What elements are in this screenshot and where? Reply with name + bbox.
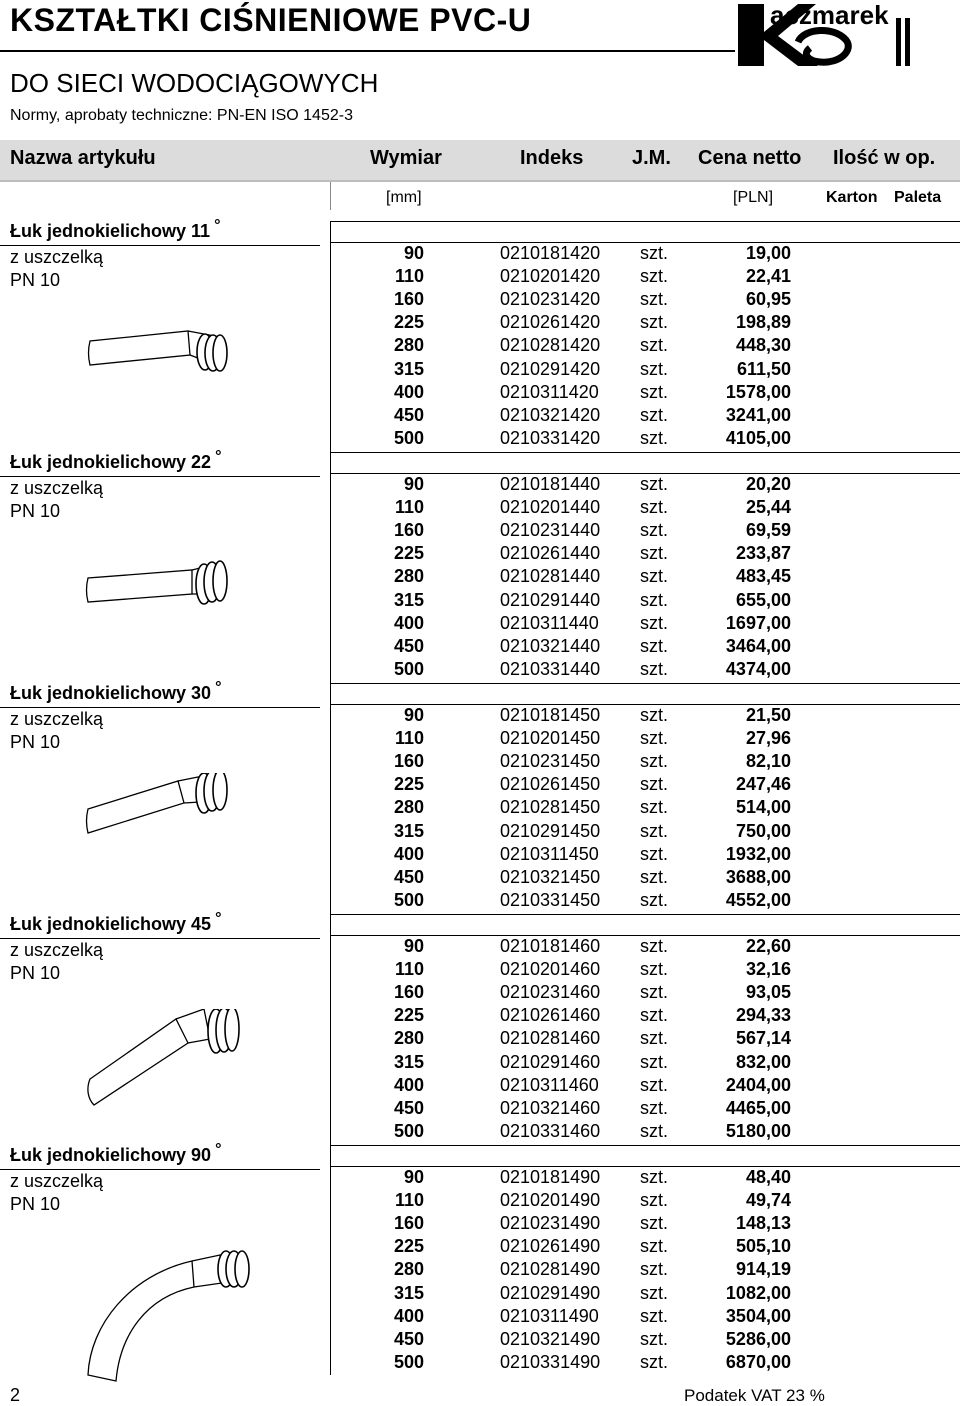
- dimension-cell: 400: [393, 1074, 424, 1095]
- price-cell: 448,30: [735, 335, 791, 356]
- table-row: [0, 797, 960, 820]
- index-cell: 0210311450: [500, 843, 599, 864]
- dimension-cell: 500: [393, 889, 424, 910]
- norms-text: Normy, aprobaty techniczne: PN-EN ISO 1452-3: [10, 107, 353, 124]
- table-row: [0, 497, 960, 520]
- section-title: [10, 910, 222, 935]
- index-cell: 0210261460: [500, 1005, 601, 1026]
- price-cell: 27,96: [745, 728, 791, 749]
- section-title: [10, 448, 222, 473]
- price-cell: 48,40: [745, 1167, 791, 1187]
- unit-cell: szt.: [640, 1305, 669, 1326]
- price-cell: 3241,00: [725, 404, 791, 425]
- price-cell: 4552,00: [725, 889, 791, 910]
- table-row: [0, 289, 960, 312]
- unit-cell: szt.: [640, 497, 669, 518]
- table-row: [0, 1306, 960, 1329]
- product-section: [0, 910, 960, 1145]
- price-cell: 32,16: [745, 959, 791, 980]
- dimension-cell: 110: [394, 1190, 424, 1211]
- dimension-cell: 280: [393, 1259, 424, 1280]
- col-header-price: Cena netto: [698, 147, 802, 169]
- index-cell: 0210291440: [500, 589, 601, 610]
- index-cell: 0210201440: [500, 497, 601, 518]
- unit-cell: szt.: [640, 1328, 669, 1349]
- index-cell: 0210321490: [500, 1328, 601, 1349]
- index-cell: 0210281440: [500, 566, 601, 587]
- logo-text: aczmarek: [770, 2, 889, 30]
- dimension-cell: 225: [393, 1005, 424, 1026]
- price-cell: 19,00: [745, 243, 791, 263]
- table-row: [0, 543, 960, 566]
- unit-cell: szt.: [640, 404, 669, 425]
- unit-cell: szt.: [640, 1282, 669, 1303]
- price-cell: 1082,00: [725, 1282, 791, 1303]
- index-cell: 0210331450: [500, 889, 601, 910]
- dimension-cell: 280: [393, 797, 424, 818]
- unit-cell: szt.: [640, 635, 669, 656]
- table-row: [0, 1352, 960, 1375]
- col-header-unit: J.M.: [632, 147, 671, 169]
- table-row: [0, 428, 960, 451]
- price-cell: 4465,00: [725, 1097, 791, 1118]
- index-cell: 0210311440: [500, 612, 599, 633]
- price-cell: 567,14: [735, 1028, 791, 1049]
- price-cell: 611,50: [736, 358, 791, 379]
- table-row: [0, 613, 960, 636]
- seal-note: z uszczelką: [10, 478, 104, 498]
- table-row: [0, 359, 960, 382]
- table-row: [0, 1167, 960, 1190]
- dimension-cell: 400: [393, 381, 424, 402]
- unit-cell: szt.: [640, 266, 669, 287]
- table-row: [0, 936, 960, 959]
- column-divider: [330, 182, 331, 210]
- dimension-cell: 400: [393, 1305, 424, 1326]
- table-row: [0, 1283, 960, 1306]
- page-subtitle: DO SIECI WODOCIĄGOWYCH: [10, 68, 379, 98]
- unit-cell: szt.: [640, 543, 669, 564]
- table-row: [0, 590, 960, 613]
- price-cell: 1578,00: [725, 381, 791, 402]
- index-cell: 0210321420: [500, 404, 601, 425]
- dimension-cell: 90: [403, 936, 424, 956]
- karton-label: Karton: [826, 189, 878, 206]
- table-row: [0, 405, 960, 428]
- unit-cell: szt.: [640, 1190, 669, 1211]
- page-number: 2: [10, 1385, 21, 1405]
- table-row: [0, 474, 960, 497]
- product-section: [0, 679, 960, 914]
- price-cell: 82,10: [745, 751, 791, 772]
- dimension-cell: 110: [394, 728, 424, 749]
- price-cell: 22,60: [745, 936, 791, 956]
- section-header-box: [330, 914, 960, 936]
- col-header-index: Indeks: [520, 147, 584, 169]
- index-cell: 0210181420: [500, 243, 601, 263]
- dimension-cell: 90: [403, 705, 424, 725]
- company-logo: [738, 2, 913, 68]
- index-cell: 0210281460: [500, 1028, 601, 1049]
- dimension-cell: 400: [393, 612, 424, 633]
- page-title: KSZTAŁTKI CIŚNIENIOWE PVC-U: [10, 2, 532, 38]
- dimension-cell: 225: [393, 312, 424, 333]
- table-row: [0, 1028, 960, 1051]
- unit-cell: szt.: [640, 959, 669, 980]
- col-header-quantity: Ilość w op.: [833, 147, 936, 169]
- pressure-class: PN 10: [10, 501, 61, 521]
- unit-cell: szt.: [640, 866, 669, 887]
- index-cell: 0210291490: [500, 1282, 601, 1303]
- table-row: [0, 1259, 960, 1282]
- index-cell: 0210331420: [500, 427, 601, 448]
- index-cell: 0210181490: [500, 1167, 601, 1187]
- index-cell: 0210331440: [500, 658, 601, 679]
- section-title-text: Łuk jednokielichowy 30: [10, 683, 212, 703]
- degree-symbol: °: [215, 1141, 222, 1158]
- section-title: [10, 1141, 222, 1166]
- dimension-cell: 315: [393, 1282, 424, 1303]
- pressure-class: PN 10: [10, 1194, 61, 1214]
- index-cell: 0210321440: [500, 635, 601, 656]
- index-cell: 0210331490: [500, 1351, 601, 1372]
- price-cell: 294,33: [735, 1005, 791, 1026]
- price-cell: 93,05: [745, 982, 791, 1003]
- price-cell: 22,41: [745, 266, 791, 287]
- index-cell: 0210321450: [500, 866, 601, 887]
- seal-note: z uszczelką: [10, 1171, 104, 1191]
- price-cell: 148,13: [735, 1213, 791, 1234]
- price-cell: 4374,00: [725, 658, 791, 679]
- dimension-cell: 110: [394, 266, 424, 287]
- index-cell: 0210181460: [500, 936, 601, 956]
- price-cell: 49,74: [745, 1190, 791, 1211]
- dimension-cell: 500: [393, 1351, 424, 1372]
- dimension-cell: 90: [403, 243, 424, 263]
- section-header-box: [330, 683, 960, 705]
- section-title: [10, 679, 222, 704]
- table-row: [0, 566, 960, 589]
- pressure-class: PN 10: [10, 270, 61, 290]
- dimension-cell: 450: [393, 404, 424, 425]
- price-cell: 4105,00: [725, 427, 791, 448]
- unit-cell: szt.: [640, 1167, 669, 1187]
- unit-cell: szt.: [640, 1120, 669, 1141]
- dimension-cell: 315: [393, 589, 424, 610]
- price-cell: 20,20: [745, 474, 791, 494]
- unit-cell: szt.: [640, 843, 669, 864]
- unit-cell: szt.: [640, 289, 669, 310]
- table-row: [0, 520, 960, 543]
- table-row: [0, 1005, 960, 1028]
- unit-cell: szt.: [640, 566, 669, 587]
- index-cell: 0210231450: [500, 751, 601, 772]
- degree-symbol: °: [215, 910, 222, 927]
- price-cell: 69,59: [745, 520, 791, 541]
- price-cell: 3688,00: [725, 866, 791, 887]
- dimension-cell: 225: [393, 1236, 424, 1257]
- index-cell: 0210261440: [500, 543, 601, 564]
- dimension-cell: 90: [403, 474, 424, 494]
- index-cell: 0210231490: [500, 1213, 601, 1234]
- index-cell: 0210231420: [500, 289, 601, 310]
- dimension-cell: 110: [394, 497, 424, 518]
- unit-cell: szt.: [640, 1005, 669, 1026]
- dimension-cell: 225: [393, 774, 424, 795]
- dimension-cell: 315: [393, 358, 424, 379]
- table-row: [0, 659, 960, 682]
- index-cell: 0210201420: [500, 266, 601, 287]
- dimension-cell: 160: [393, 751, 424, 772]
- price-cell: 5286,00: [725, 1328, 791, 1349]
- price-cell: 60,95: [745, 289, 791, 310]
- unit-cell: szt.: [640, 1351, 669, 1372]
- index-cell: 0210291450: [500, 820, 601, 841]
- unit-cell: szt.: [640, 381, 669, 402]
- unit-cell: szt.: [640, 427, 669, 448]
- dimension-cell: 280: [393, 335, 424, 356]
- price-cell: 3504,00: [725, 1305, 791, 1326]
- table-row: [0, 959, 960, 982]
- pressure-class: PN 10: [10, 732, 61, 752]
- table-row: [0, 312, 960, 335]
- price-cell: 832,00: [735, 1051, 791, 1072]
- dimension-cell: 315: [393, 1051, 424, 1072]
- index-cell: 0210201450: [500, 728, 601, 749]
- table-row: [0, 774, 960, 797]
- unit-cell: szt.: [640, 936, 669, 956]
- dim-unit-label: [mm]: [386, 189, 422, 206]
- table-row: [0, 266, 960, 289]
- unit-cell: szt.: [640, 243, 669, 263]
- index-cell: 0210181440: [500, 474, 601, 494]
- seal-note: z uszczelką: [10, 709, 104, 729]
- index-cell: 0210311490: [500, 1305, 599, 1326]
- unit-cell: szt.: [640, 335, 669, 356]
- index-cell: 0210261450: [500, 774, 601, 795]
- section-title-text: Łuk jednokielichowy 45: [10, 914, 212, 934]
- unit-cell: szt.: [640, 1051, 669, 1072]
- table-row: [0, 1329, 960, 1352]
- index-cell: 0210331460: [500, 1120, 601, 1141]
- degree-symbol: °: [214, 217, 221, 234]
- dimension-cell: 450: [393, 1328, 424, 1349]
- section-title-text: Łuk jednokielichowy 90: [10, 1145, 212, 1165]
- table-row: [0, 890, 960, 913]
- index-cell: 0210261490: [500, 1236, 601, 1257]
- price-cell: 483,45: [735, 566, 791, 587]
- section-header-box: [330, 221, 960, 243]
- price-cell: 198,89: [735, 312, 791, 333]
- table-row: [0, 1075, 960, 1098]
- section-title-text: Łuk jednokielichowy 11: [10, 221, 211, 241]
- price-cell: 21,50: [745, 705, 791, 725]
- table-row: [0, 982, 960, 1005]
- table-row: [0, 335, 960, 358]
- price-cell: 233,87: [735, 543, 791, 564]
- index-cell: 0210181450: [500, 705, 601, 725]
- product-section: [0, 448, 960, 683]
- paleta-label: Paleta: [894, 189, 942, 206]
- pressure-class: PN 10: [10, 963, 61, 983]
- degree-symbol: °: [215, 679, 222, 696]
- price-cell: 5180,00: [725, 1120, 791, 1141]
- index-cell: 0210201460: [500, 959, 601, 980]
- price-cell: 6870,00: [725, 1351, 791, 1372]
- price-cell: 750,00: [735, 820, 791, 841]
- price-cell: 1932,00: [725, 843, 791, 864]
- unit-cell: szt.: [640, 474, 669, 494]
- index-cell: 0210291460: [500, 1051, 601, 1072]
- col-header-dimension: Wymiar: [370, 147, 442, 169]
- degree-symbol: °: [215, 448, 222, 465]
- index-cell: 0210231440: [500, 520, 601, 541]
- index-cell: 0210291420: [500, 358, 601, 379]
- price-cell: 505,10: [735, 1236, 791, 1257]
- price-cell: 2404,00: [725, 1074, 791, 1095]
- dimension-cell: 110: [394, 959, 424, 980]
- price-cell: 1697,00: [725, 612, 791, 633]
- unit-cell: szt.: [640, 1236, 669, 1257]
- section-header-box: [330, 452, 960, 474]
- dimension-cell: 315: [393, 820, 424, 841]
- dimension-cell: 500: [393, 658, 424, 679]
- table-row: [0, 1052, 960, 1075]
- seal-note: z uszczelką: [10, 247, 104, 267]
- dimension-cell: 160: [393, 982, 424, 1003]
- dimension-cell: 90: [403, 1167, 424, 1187]
- dimension-cell: 160: [393, 289, 424, 310]
- table-row: [0, 1213, 960, 1236]
- table-row: [0, 867, 960, 890]
- unit-cell: szt.: [640, 820, 669, 841]
- table-row: [0, 243, 960, 266]
- col-header-name: Nazwa artykułu: [10, 147, 156, 169]
- price-cell: 514,00: [735, 797, 791, 818]
- index-cell: 0210321460: [500, 1097, 601, 1118]
- dimension-cell: 225: [393, 543, 424, 564]
- price-cell: 655,00: [735, 589, 791, 610]
- index-cell: 0210261420: [500, 312, 601, 333]
- price-cell: 25,44: [745, 497, 791, 518]
- unit-cell: szt.: [640, 1028, 669, 1049]
- unit-cell: szt.: [640, 358, 669, 379]
- index-cell: 0210231460: [500, 982, 601, 1003]
- dimension-cell: 400: [393, 843, 424, 864]
- price-cell: 247,46: [735, 774, 791, 795]
- table-row: [0, 1190, 960, 1213]
- table-row: [0, 821, 960, 844]
- table-row: [0, 1236, 960, 1259]
- dimension-cell: 160: [393, 1213, 424, 1234]
- index-cell: 0210281490: [500, 1259, 601, 1280]
- index-cell: 0210281420: [500, 335, 601, 356]
- dimension-cell: 280: [393, 566, 424, 587]
- dimension-cell: 280: [393, 1028, 424, 1049]
- price-cell: 914,19: [735, 1259, 791, 1280]
- table-row: [0, 705, 960, 728]
- unit-cell: szt.: [640, 612, 669, 633]
- section-title: [10, 217, 221, 242]
- vat-note: Podatek VAT 23 %: [684, 1386, 825, 1405]
- unit-cell: szt.: [640, 520, 669, 541]
- table-row: [0, 636, 960, 659]
- title-underline: [0, 50, 735, 52]
- price-cell: 3464,00: [725, 635, 791, 656]
- unit-cell: szt.: [640, 1213, 669, 1234]
- index-cell: 0210201490: [500, 1190, 601, 1211]
- unit-cell: szt.: [640, 797, 669, 818]
- product-section: [0, 1141, 960, 1376]
- table-row: [0, 751, 960, 774]
- table-row: [0, 1098, 960, 1121]
- unit-cell: szt.: [640, 705, 669, 725]
- dimension-cell: 450: [393, 635, 424, 656]
- unit-cell: szt.: [640, 658, 669, 679]
- unit-cell: szt.: [640, 1259, 669, 1280]
- dimension-cell: 450: [393, 1097, 424, 1118]
- index-cell: 0210311420: [500, 381, 599, 402]
- unit-cell: szt.: [640, 728, 669, 749]
- dimension-cell: 500: [393, 427, 424, 448]
- product-section: [0, 217, 960, 452]
- dimension-cell: 160: [393, 520, 424, 541]
- dimension-cell: 450: [393, 866, 424, 887]
- index-cell: 0210311460: [500, 1074, 599, 1095]
- unit-cell: szt.: [640, 982, 669, 1003]
- section-header-box: [330, 1145, 960, 1167]
- section-title-text: Łuk jednokielichowy 22: [10, 452, 212, 472]
- unit-cell: szt.: [640, 589, 669, 610]
- dimension-cell: 500: [393, 1120, 424, 1141]
- table-row: [0, 1121, 960, 1144]
- unit-cell: szt.: [640, 1097, 669, 1118]
- unit-cell: szt.: [640, 774, 669, 795]
- seal-note: z uszczelką: [10, 940, 104, 960]
- table-row: [0, 844, 960, 867]
- table-row: [0, 728, 960, 751]
- unit-cell: szt.: [640, 312, 669, 333]
- unit-cell: szt.: [640, 1074, 669, 1095]
- unit-cell: szt.: [640, 889, 669, 910]
- price-unit-label: [PLN]: [733, 189, 774, 206]
- unit-cell: szt.: [640, 751, 669, 772]
- index-cell: 0210281450: [500, 797, 601, 818]
- table-row: [0, 382, 960, 405]
